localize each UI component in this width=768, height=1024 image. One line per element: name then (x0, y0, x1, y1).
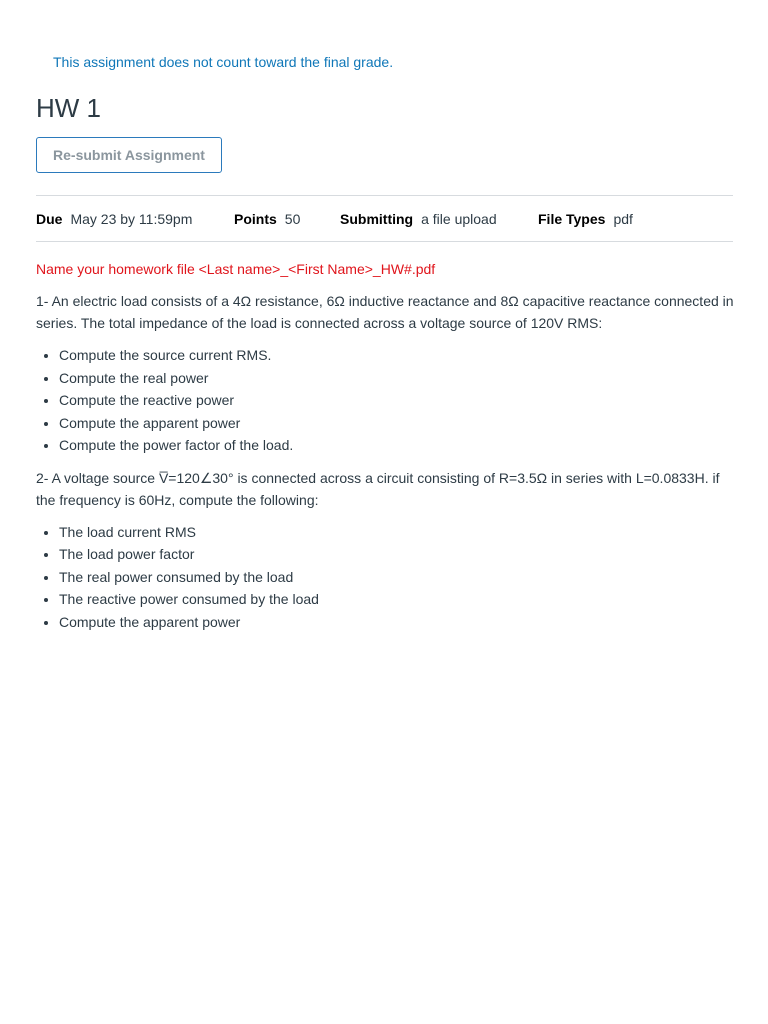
list-item: • Compute the apparent power (59, 611, 736, 634)
list-item: • Compute the source current RMS. (59, 344, 736, 367)
due-label: Due (36, 211, 63, 227)
list-item: • Compute the reactive power (59, 389, 736, 412)
divider-bottom (36, 241, 733, 242)
problem-2-text: 2- A voltage source V̅=120∠30° is connected across a circuit consisting of R=3.5Ω in series with L=0.0833H. if the frequency is 60Hz, compute the following: (36, 469, 720, 508)
points-detail (234, 210, 300, 228)
divider-top (36, 195, 733, 196)
filetypes-label: File Types (538, 211, 606, 227)
filetypes-value: pdf (613, 211, 633, 227)
filename-instruction: Name your homework file <Last name>_<First Name>_HW#.pdf (36, 261, 436, 277)
submitting-detail (340, 210, 497, 228)
submitting-label: Submitting (340, 211, 414, 227)
list-item: • The load power factor (59, 543, 736, 566)
page-title: HW 1 (36, 93, 101, 123)
list-item: • Compute the power factor of the load. (59, 434, 736, 457)
list-item: • Compute the real power (59, 367, 736, 390)
grade-notice: This assignment does not count toward the final grade. (53, 54, 394, 70)
filetypes-detail (538, 210, 633, 228)
list-item: • Compute the apparent power (59, 412, 736, 435)
problem-1-text: 1- An electric load consists of a 4Ω resistance, 6Ω inductive reactance and 8Ω capacitive reactance connected in series. The total impedance of the load is connected across a voltage source of 120V RMS: (36, 293, 734, 331)
submitting-value: a file upload (421, 211, 497, 227)
list-item: • The real power consumed by the load (59, 566, 736, 589)
due-value: May 23 by 11:59pm (70, 211, 193, 227)
due-detail (36, 210, 192, 228)
points-value: 50 (284, 211, 301, 227)
problem-2-list (36, 521, 736, 634)
list-item: • The load current RMS (59, 521, 736, 544)
points-label: Points (234, 211, 277, 227)
list-item: • The reactive power consumed by the load (59, 588, 736, 611)
assignment-description (36, 258, 736, 643)
problem-1-list (36, 344, 736, 457)
resubmit-assignment-button[interactable]: Re-submit Assignment (36, 137, 222, 173)
